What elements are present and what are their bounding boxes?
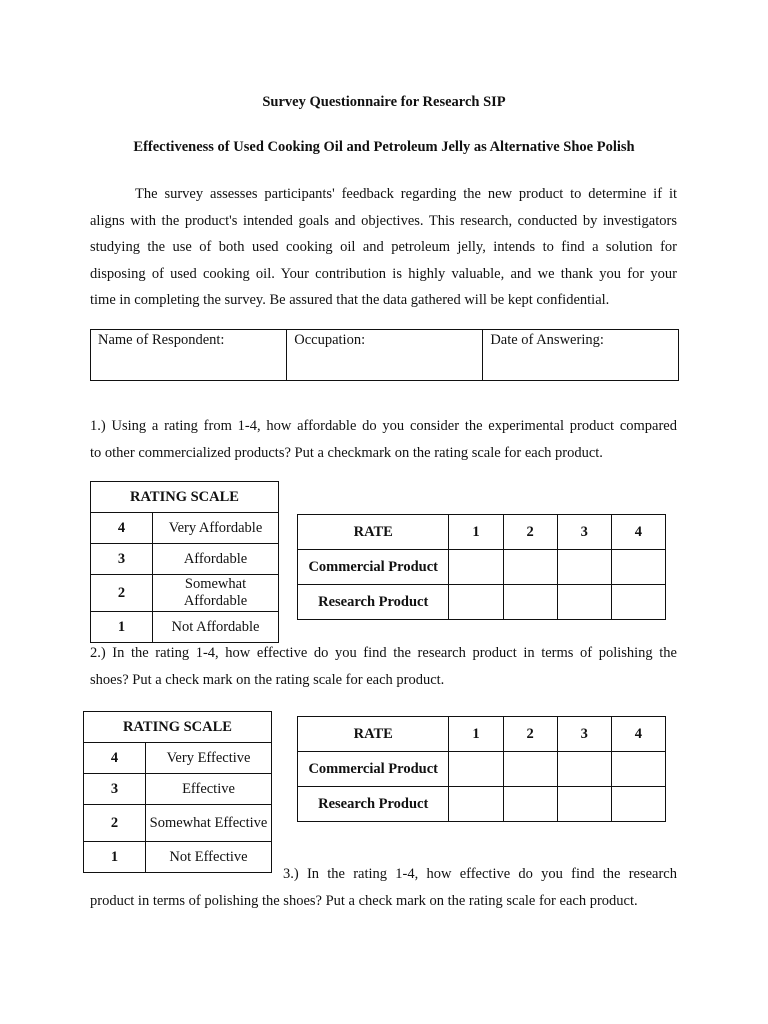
scale-number: 3: [84, 774, 146, 805]
rate-header: RATE: [298, 717, 449, 752]
rate-checkbox-cell[interactable]: [557, 550, 611, 585]
rate-checkbox-cell[interactable]: [449, 550, 503, 585]
occupation-field[interactable]: Occupation:: [287, 330, 483, 381]
rating-scale-header: RATING SCALE: [91, 482, 279, 513]
rate-checkbox-cell[interactable]: [611, 752, 665, 787]
rate-checkbox-cell[interactable]: [557, 752, 611, 787]
intro-line: studying the use of both used cooking oil and petroleum jelly, intends to find a solution for: [90, 239, 677, 255]
scale-description: Not Affordable: [153, 612, 279, 643]
rate-column-header: 1: [449, 515, 503, 550]
scale-description: Not Effective: [146, 842, 272, 873]
q2-rating-scale-table: [83, 711, 272, 873]
question-line: shoes? Put a check mark on the rating scale for each product.: [90, 671, 445, 688]
question-line: 2.) In the rating 1-4, how effective do you find the research product in terms of polishing the: [90, 645, 677, 661]
q2-rate-table: [297, 716, 666, 822]
q1-rating-scale-table: [90, 481, 279, 643]
intro-line: aligns with the product's intended goals and objectives. This research, conducted by investigators: [90, 212, 677, 229]
rate-checkbox-cell[interactable]: [449, 752, 503, 787]
rating-scale-header: RATING SCALE: [84, 712, 272, 743]
scale-description: Somewhat Effective: [146, 805, 272, 842]
rate-checkbox-cell[interactable]: [503, 550, 557, 585]
rate-row-label: Commercial Product: [298, 752, 449, 787]
scale-number: 4: [84, 743, 146, 774]
rate-checkbox-cell[interactable]: [557, 585, 611, 620]
respondent-info-table: [90, 329, 679, 381]
rate-checkbox-cell[interactable]: [449, 787, 503, 822]
rate-column-header: 1: [449, 717, 503, 752]
scale-description: Very Effective: [146, 743, 272, 774]
question-line: 1.) Using a rating from 1-4, how affordable do you consider the experimental product compared: [90, 418, 677, 434]
question-line: to other commercialized products? Put a checkmark on the rating scale for each product.: [90, 444, 603, 461]
scale-number: 2: [91, 575, 153, 612]
question-3-line-1: 3.) In the rating 1-4, how effective do you find the research: [283, 866, 677, 882]
rate-checkbox-cell[interactable]: [503, 752, 557, 787]
rate-column-header: 3: [557, 717, 611, 752]
rate-checkbox-cell[interactable]: [503, 585, 557, 620]
rate-checkbox-cell[interactable]: [611, 550, 665, 585]
rate-column-header: 2: [503, 717, 557, 752]
question-3-line-2: product in terms of polishing the shoes? Put a check mark on the rating scale for each product.: [90, 893, 638, 909]
rate-checkbox-cell[interactable]: [449, 585, 503, 620]
rate-row-label: Research Product: [298, 585, 449, 620]
rate-checkbox-cell[interactable]: [611, 585, 665, 620]
rate-checkbox-cell[interactable]: [503, 787, 557, 822]
scale-number: 3: [91, 544, 153, 575]
scale-description: Somewhat Affordable: [153, 575, 279, 612]
rate-header: RATE: [298, 515, 449, 550]
scale-description: Affordable: [153, 544, 279, 575]
intro-line: time in completing the survey. Be assured that the data gathered will be kept confidential.: [90, 292, 610, 308]
rate-checkbox-cell[interactable]: [557, 787, 611, 822]
scale-number: 1: [84, 842, 146, 873]
rate-column-header: 4: [611, 515, 665, 550]
rate-checkbox-cell[interactable]: [611, 787, 665, 822]
rate-row-label: Commercial Product: [298, 550, 449, 585]
scale-number: 1: [91, 612, 153, 643]
scale-description: Effective: [146, 774, 272, 805]
name-of-respondent-field[interactable]: Name of Respondent:: [91, 330, 287, 381]
question-2: [90, 640, 677, 693]
page-title: Survey Questionnaire for Research SIP: [262, 94, 506, 110]
rate-column-header: 4: [611, 717, 665, 752]
rate-column-header: 2: [503, 515, 557, 550]
scale-description: Very Affordable: [153, 513, 279, 544]
scale-number: 2: [84, 805, 146, 842]
q1-rate-table: [297, 514, 666, 620]
intro-line: The survey assesses participants' feedback regarding the new product to determine if it: [135, 186, 677, 202]
rate-column-header: 3: [557, 515, 611, 550]
date-of-answering-field[interactable]: Date of Answering:: [483, 330, 679, 381]
scale-number: 4: [91, 513, 153, 544]
rate-row-label: Research Product: [298, 787, 449, 822]
question-1: [90, 413, 677, 466]
intro-line: disposing of used cooking oil. Your contribution is highly valuable, and we thank you for your: [90, 265, 677, 282]
intro-paragraph: [90, 181, 677, 314]
page-subtitle: Effectiveness of Used Cooking Oil and Petroleum Jelly as Alternative Shoe Polish: [133, 139, 635, 155]
